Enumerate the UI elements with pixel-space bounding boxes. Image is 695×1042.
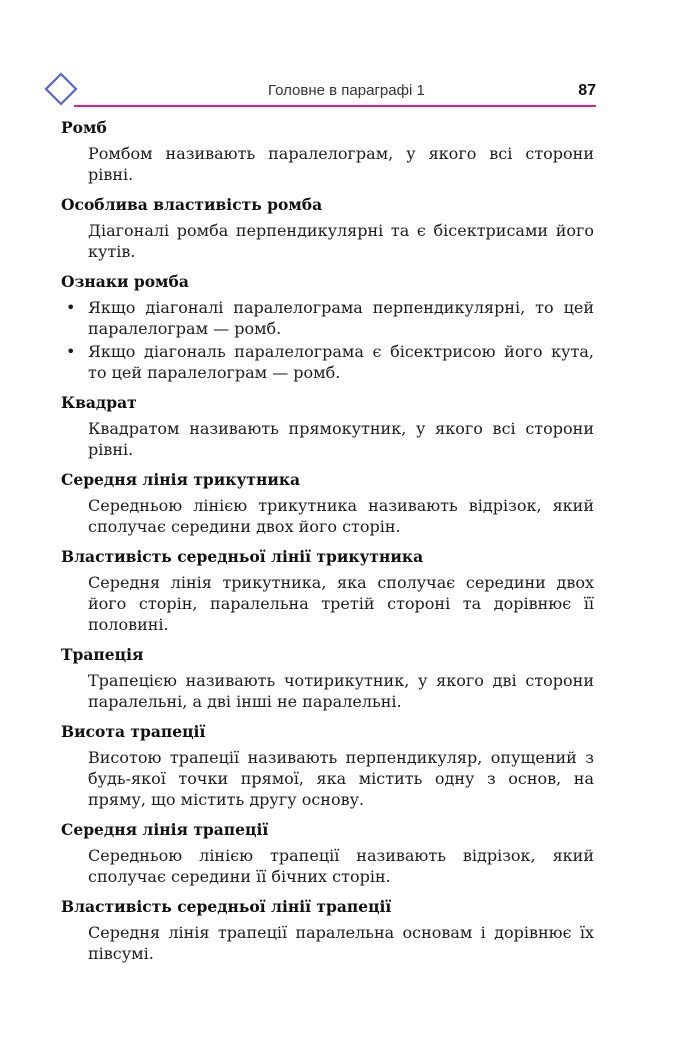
summary-content bbox=[61, 117, 594, 973]
bullet-icon: • bbox=[66, 342, 76, 361]
section-title: Властивість середньої лінії трапеції bbox=[61, 897, 392, 916]
section-text: Квадратом називають прямокутник, у якого всі сторони рівні. bbox=[88, 419, 594, 459]
section-text: Діагоналі ромба перпендикулярні та є бісектрисами його кутів. bbox=[88, 221, 594, 261]
section-text: Середня лінія трикутника, яка сполучає середини двох його сторін, паралельна третій стороні та дорівнює її половині. bbox=[88, 573, 594, 634]
diamond-outline-icon bbox=[44, 72, 78, 106]
summary-section bbox=[61, 469, 594, 537]
section-title: Ромб bbox=[61, 118, 107, 137]
header-rule bbox=[74, 105, 596, 107]
section-text: Висотою трапеції називають перпендикуляр, опущений з будь-якої точки прямої, яка містить одну з основ, на пряму, що містить другу основу. bbox=[88, 748, 594, 809]
bullet-item bbox=[66, 297, 594, 339]
bullet-text: Якщо діагональ паралелограма є бісектрисою його кута, то цей паралелограм — ромб. bbox=[88, 342, 594, 382]
section-text: Середньою лінією трапеції називають відрізок, який сполучає середини її бічних сторін. bbox=[88, 846, 594, 886]
section-text: Середня лінія трапеції паралельна основам і дорівнює їх півсумі. bbox=[88, 923, 594, 963]
bullet-text: Якщо діагоналі паралелограма перпендикулярні, то цей паралелограм — ромб. bbox=[88, 298, 594, 338]
section-title: Квадрат bbox=[61, 393, 137, 412]
summary-section bbox=[61, 644, 594, 712]
section-title: Трапеція bbox=[61, 645, 144, 664]
bullet-icon: • bbox=[66, 298, 76, 317]
header-title: Головне в параграфі 1 bbox=[268, 82, 425, 99]
bullet-item bbox=[66, 341, 594, 383]
section-text: Ромбом називають паралелограм, у якого всі сторони рівні. bbox=[88, 144, 594, 184]
summary-section bbox=[61, 194, 594, 262]
page-header bbox=[44, 72, 596, 110]
section-title: Ознаки ромба bbox=[61, 272, 189, 291]
section-text: Середньою лінією трикутника називають відрізок, який сполучає середини двох його сторін. bbox=[88, 496, 594, 536]
summary-section bbox=[61, 117, 594, 185]
page-number: 87 bbox=[578, 82, 596, 99]
section-title: Середня лінія трикутника bbox=[61, 470, 301, 489]
bullet-list bbox=[61, 297, 594, 383]
section-title: Середня лінія трапеції bbox=[61, 820, 269, 839]
section-title: Властивість середньої лінії трикутника bbox=[61, 547, 424, 566]
section-text: Трапецією називають чотирикутник, у якого дві сторони паралельні, а дві інші не паралельні. bbox=[88, 671, 594, 711]
section-title: Висота трапеції bbox=[61, 722, 206, 741]
section-title: Особлива властивість ромба bbox=[61, 195, 323, 214]
summary-section bbox=[61, 721, 594, 810]
summary-section bbox=[61, 896, 594, 964]
summary-section bbox=[61, 546, 594, 635]
summary-section bbox=[61, 271, 594, 383]
summary-section bbox=[61, 819, 594, 887]
summary-section bbox=[61, 392, 594, 460]
